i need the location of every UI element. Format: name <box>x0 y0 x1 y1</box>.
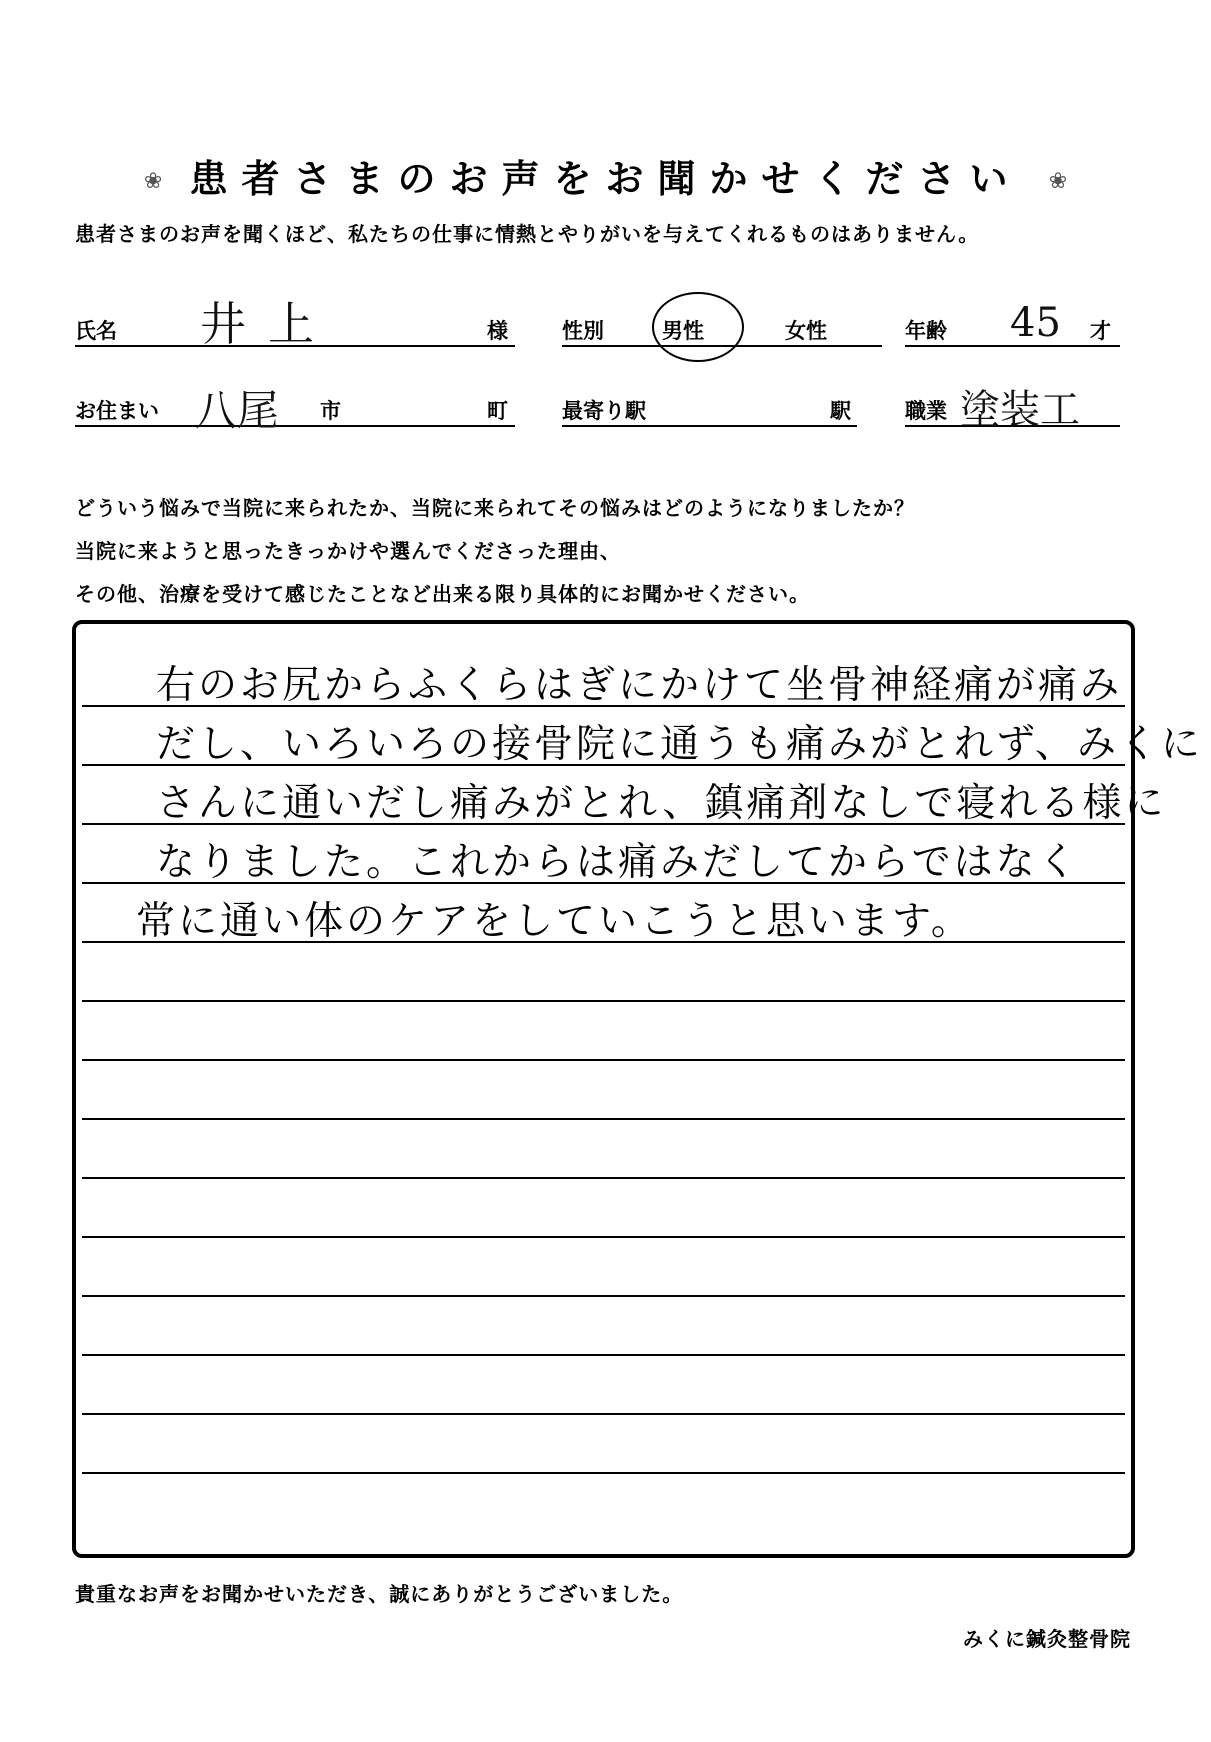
flower-icon: ❀ <box>143 169 163 194</box>
comment-line: 右のお尻からふくらはぎにかけて坐骨神経痛が痛み <box>156 663 1123 708</box>
ruled-line <box>82 1236 1125 1238</box>
page-title <box>0 148 1211 203</box>
age-label: 年齢 <box>905 319 947 343</box>
page-subtitle: 患者さまのお声を聞くほど、私たちの仕事に情熱とやりがいを与えてくれるものはありません。 <box>75 222 980 246</box>
thanks-message: 貴重なお声をお聞かせいただき、誠にありがとうございました。 <box>75 1582 684 1606</box>
prompt-line: 当院に来ようと思ったきっかけや選んでくださった理由、 <box>75 539 621 563</box>
gender-male-option[interactable]: 男性 <box>662 319 704 343</box>
ruled-line <box>82 1295 1125 1297</box>
ruled-line <box>82 1472 1125 1474</box>
comment-line: 常に通い体のケアをしていこうと思います。 <box>136 899 973 944</box>
name-field[interactable]: 井上 <box>200 297 336 351</box>
comment-line: だし、いろいろの接骨院に通うも痛みがとれず、みくに <box>156 722 1203 767</box>
town-suffix: 町 <box>487 399 508 423</box>
ruled-line <box>82 1413 1125 1415</box>
gender-label: 性別 <box>562 319 604 343</box>
job-field[interactable]: 塗装工 <box>960 387 1080 433</box>
prompt-line: その他、治療を受けて感じたことなど出来る限り具体的にお聞かせください。 <box>75 582 810 606</box>
station-underline <box>562 425 857 427</box>
station-suffix: 駅 <box>830 399 851 423</box>
age-field[interactable]: 45 <box>1010 300 1061 346</box>
prompt-line: どういう悩みで当院に来られたか、当院に来られてその悩みはどのようになりましたか？ <box>75 496 915 520</box>
clinic-name: みくに鍼灸整骨院 <box>963 1627 1131 1651</box>
address-label: お住まい <box>75 399 159 423</box>
ruled-line <box>82 1354 1125 1356</box>
ruled-line <box>82 1118 1125 1120</box>
honorific-label: 様 <box>487 319 508 343</box>
age-unit: 才 <box>1090 319 1111 343</box>
flower-icon: ❀ <box>1048 169 1068 194</box>
city-suffix: 市 <box>320 399 341 423</box>
ruled-line <box>82 1177 1125 1179</box>
ruled-line <box>82 1000 1125 1002</box>
name-label: 氏名 <box>75 319 117 343</box>
address-underline <box>75 425 515 427</box>
address-city-field[interactable]: 八尾 <box>195 386 280 435</box>
comment-line: なりました。これからは痛みだしてからではなく <box>156 840 1080 885</box>
ruled-line <box>82 1059 1125 1061</box>
comment-line: さんに通いだし痛みがとれ、鎮痛剤なしで寝れる様に <box>156 781 1167 826</box>
gender-female-option[interactable]: 女性 <box>785 319 827 343</box>
station-label: 最寄り駅 <box>562 399 646 423</box>
comment-box[interactable] <box>72 620 1203 1558</box>
page-title-text: 患者さまのお声をお聞かせください <box>189 157 1022 201</box>
job-label: 職業 <box>905 399 947 423</box>
